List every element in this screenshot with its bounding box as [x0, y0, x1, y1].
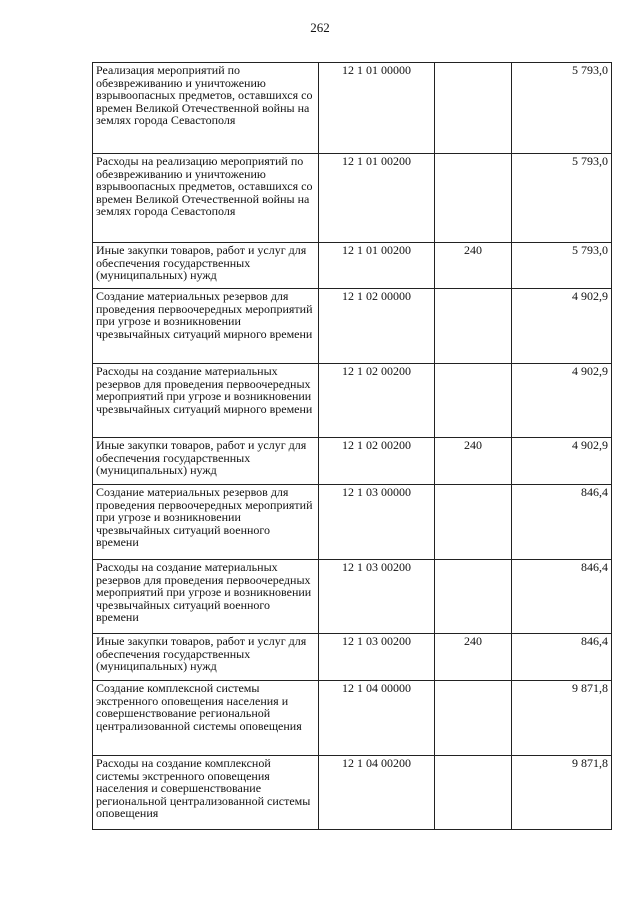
cell-name: Расходы на создание материальных резервов для проведения первоочередных мероприятий при угрозе и возникновении чрезвычайных ситуаций мирного времени	[93, 364, 319, 438]
cell-code: 12 1 01 00000	[319, 63, 435, 154]
table-row	[93, 560, 612, 634]
table-row	[93, 289, 612, 364]
table-row	[93, 681, 612, 756]
cell-sum: 9 871,8	[512, 756, 612, 830]
cell-vr: 240	[435, 438, 512, 485]
cell-name: Расходы на создание комплексной системы экстренного оповещения населения и совершенствование региональной централизованной системы оповещения	[93, 756, 319, 830]
cell-vr	[435, 289, 512, 364]
table-row	[93, 154, 612, 243]
table-row	[93, 634, 612, 681]
cell-code: 12 1 01 00200	[319, 154, 435, 243]
cell-code: 12 1 01 00200	[319, 243, 435, 289]
cell-vr	[435, 485, 512, 560]
cell-sum: 4 902,9	[512, 289, 612, 364]
cell-sum: 846,4	[512, 485, 612, 560]
cell-name: Создание материальных резервов для проведения первоочередных мероприятий при угрозе и возникновении чрезвычайных ситуаций военного времени	[93, 485, 319, 560]
cell-vr	[435, 154, 512, 243]
cell-name: Создание материальных резервов для проведения первоочередных мероприятий при угрозе и возникновении чрезвычайных ситуаций мирного времени	[93, 289, 319, 364]
budget-table-body	[93, 63, 612, 830]
cell-sum: 9 871,8	[512, 681, 612, 756]
table-row	[93, 364, 612, 438]
table-row	[93, 243, 612, 289]
cell-sum: 846,4	[512, 634, 612, 681]
cell-code: 12 1 02 00200	[319, 364, 435, 438]
cell-sum: 4 902,9	[512, 438, 612, 485]
cell-name: Иные закупки товаров, работ и услуг для обеспечения государственных (муниципальных) нужд	[93, 634, 319, 681]
budget-table	[92, 62, 612, 830]
cell-vr: 240	[435, 243, 512, 289]
page-number: 262	[310, 20, 330, 35]
cell-code: 12 1 03 00200	[319, 560, 435, 634]
cell-name: Иные закупки товаров, работ и услуг для обеспечения государственных (муниципальных) нужд	[93, 438, 319, 485]
cell-vr	[435, 63, 512, 154]
cell-vr	[435, 756, 512, 830]
cell-sum: 4 902,9	[512, 364, 612, 438]
cell-vr	[435, 364, 512, 438]
cell-vr	[435, 560, 512, 634]
cell-name: Создание комплексной системы экстренного оповещения населения и совершенствование региональной централизованной системы оповещения	[93, 681, 319, 756]
cell-code: 12 1 03 00200	[319, 634, 435, 681]
cell-name: Реализация мероприятий по обезвреживанию и уничтожению взрывоопасных предметов, оставшихся со времен Великой Отечественной войны на землях города Севастополя	[93, 63, 319, 154]
cell-name: Иные закупки товаров, работ и услуг для обеспечения государственных (муниципальных) нужд	[93, 243, 319, 289]
table-row	[93, 485, 612, 560]
cell-code: 12 1 02 00000	[319, 289, 435, 364]
cell-code: 12 1 04 00200	[319, 756, 435, 830]
cell-sum: 846,4	[512, 560, 612, 634]
cell-code: 12 1 02 00200	[319, 438, 435, 485]
cell-vr: 240	[435, 634, 512, 681]
cell-code: 12 1 04 00000	[319, 681, 435, 756]
cell-sum: 5 793,0	[512, 63, 612, 154]
cell-sum: 5 793,0	[512, 243, 612, 289]
table-row	[93, 756, 612, 830]
cell-name: Расходы на создание материальных резервов для проведения первоочередных мероприятий при угрозе и возникновении чрезвычайных ситуаций военного времени	[93, 560, 319, 634]
cell-code: 12 1 03 00000	[319, 485, 435, 560]
table-row	[93, 438, 612, 485]
cell-vr	[435, 681, 512, 756]
table-row	[93, 63, 612, 154]
cell-name: Расходы на реализацию мероприятий по обезвреживанию и уничтожению взрывоопасных предметов, оставшихся со времен Великой Отечественной войны на землях города Севастополя	[93, 154, 319, 243]
cell-sum: 5 793,0	[512, 154, 612, 243]
